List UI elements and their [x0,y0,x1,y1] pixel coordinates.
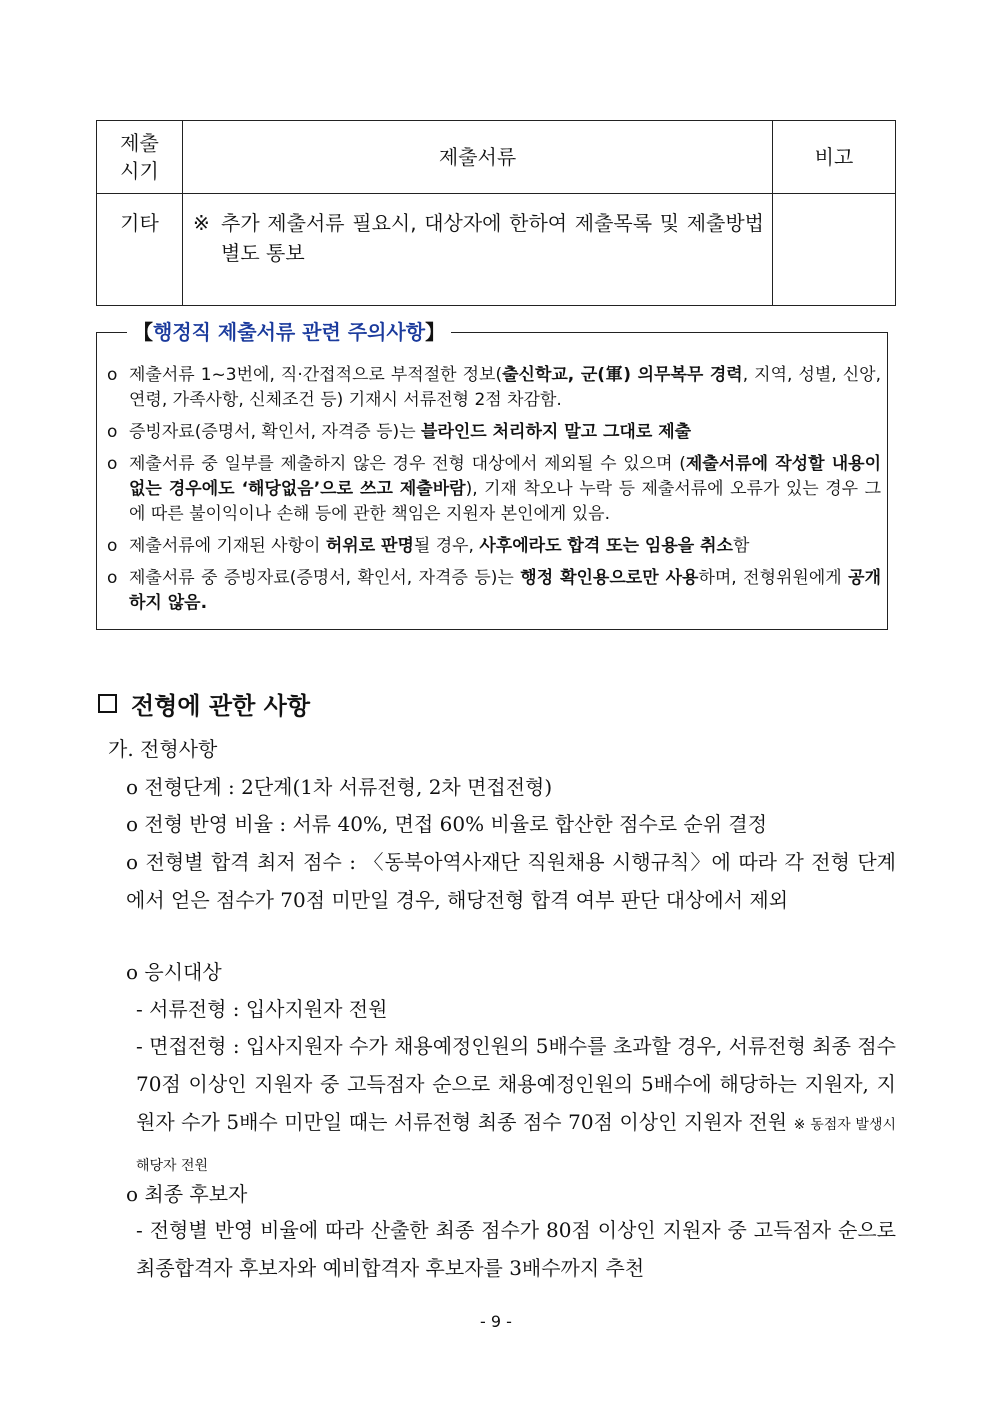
section-heading: 전형에 관한 사항 [98,688,310,724]
caution-text-run: 증빙자료(증명서, 확인서, 자격증 등)는 [129,422,422,442]
caution-item-text [129,534,881,559]
caution-text-run: 제출서류에 기재된 사항이 [129,536,326,556]
caution-text-run: 함 [732,536,750,556]
stage-line: o 전형단계 : 2단계(1차 서류전형, 2차 면접전형) [126,775,553,799]
cell-documents [183,194,773,306]
caution-item-text [129,420,881,445]
emphasis-text: 허위로 판명 [325,536,414,556]
note-text: 추가 제출서류 필요시, 대상자에 한하여 제출목록 및 제출방법 별도 통보 [221,211,764,265]
caution-item-text [129,452,881,527]
caution-text-run: 제출서류 1~3번에, 직·간접적으로 부적절한 정보( [129,365,503,385]
subheading: 가. 전형사항 [108,737,218,761]
table-header-row [97,121,896,194]
submission-table [96,120,896,306]
interview-stage-para: - 면접전형 : 입사지원자 수가 채용예정인원의 5배수를 초과할 경우, 서류전형 최종 점수 70점 이상인 지원자 중 고득점자 순으로 채용예정인원의 5배수에 해당하는 지원자, 지원자 수가 5배수 미만일 때는 서류전형 최종 점수 70점 이상인 지원자 전원 ※ 동점자 발생시 해당자 전원 [136,1034,896,1174]
caution-text-run: 제출서류 중 증빙자료(증명서, 확인서, 자격증 등)는 [129,568,521,588]
header-remarks: 비고 [773,121,896,194]
bullet-marker: o [107,422,118,442]
interview-note: ※ 동점자 발생시 해당자 전원 [136,1117,896,1174]
caution-text-run: , 지역, 성별, 신앙, 연령, 가족사항, 신체조건 등) 기재시 서류전형 2점 차감함. [129,365,882,410]
caution-text-run: 될 경우, [413,536,480,556]
caution-list [107,363,881,623]
final-para: - 전형별 반영 비율에 따라 산출한 최종 점수가 80점 이상인 지원자 중 고득점자 순으로 최종합격자 후보자와 예비합격자 후보자를 3배수까지 추천 [136,1218,896,1280]
minimum-score-para: o 전형별 합격 최저 점수 : 〈동북아역사재단 직원채용 시행규칙〉에 따라 각 전형 단계에서 얻은 점수가 70점 미만일 경우, 해당전형 합격 여부 판단 대상에서 제외 [126,850,896,912]
caution-item [107,363,881,413]
caution-text-run: ), 기재 착오나 누락 등 제출서류에 오류가 있는 경우 그에 따른 불이익이나 손해 등에 관한 책임은 지원자 본인에게 있음. [129,479,881,524]
caution-item-text [129,566,881,616]
cell-remarks [773,194,896,306]
bullet-marker: o [107,568,118,588]
note-mark: ※ [193,211,210,235]
caution-title: 【행정직 제출서류 관련 주의사항】 [127,317,451,347]
bullet-marker: o [107,365,118,385]
page-number: - 9 - [480,1312,512,1331]
emphasis-text: 사후에라도 합격 또는 임용을 취소 [479,536,733,556]
ratio-line: o 전형 반영 비율 : 서류 40%, 면접 60% 비율로 합산한 점수로 순위 결정 [126,812,768,836]
caution-item-text [129,363,881,413]
caution-item [107,566,881,616]
bullet-marker: o [107,454,118,474]
header-documents: 제출서류 [183,121,773,194]
eligible-title: o 응시대상 [126,960,222,984]
table-row [97,194,896,306]
caution-item [107,420,881,445]
emphasis-text: 제출서류에 작성할 내용이 없는 경우에도 ‘해당없음’으로 쓰고 제출바람 [129,454,882,499]
emphasis-text: 행정 확인용으로만 사용 [520,568,699,588]
caution-box [96,320,888,630]
caution-item [107,452,881,527]
final-title: o 최종 후보자 [126,1182,248,1206]
cell-timing: 기타 [97,194,183,306]
caution-item [107,534,881,559]
header-timing: 제출 시기 [97,121,183,194]
caution-text-run: 제출서류 중 일부를 제출하지 않은 경우 전형 대상에서 제외될 수 있으며 ( [129,454,686,474]
doc-stage-line: - 서류전형 : 입사지원자 전원 [136,997,388,1021]
emphasis-text: 블라인드 처리하지 말고 그대로 제출 [421,422,692,442]
bullet-marker: o [107,536,118,556]
caution-text-run: 하며, 전형위원에게 [698,568,849,588]
emphasis-text: 공개하지 않음. [129,568,881,613]
emphasis-text: 출신학교, 군(軍) 의무복무 경력 [502,365,743,385]
checkbox-square-icon [98,694,117,713]
